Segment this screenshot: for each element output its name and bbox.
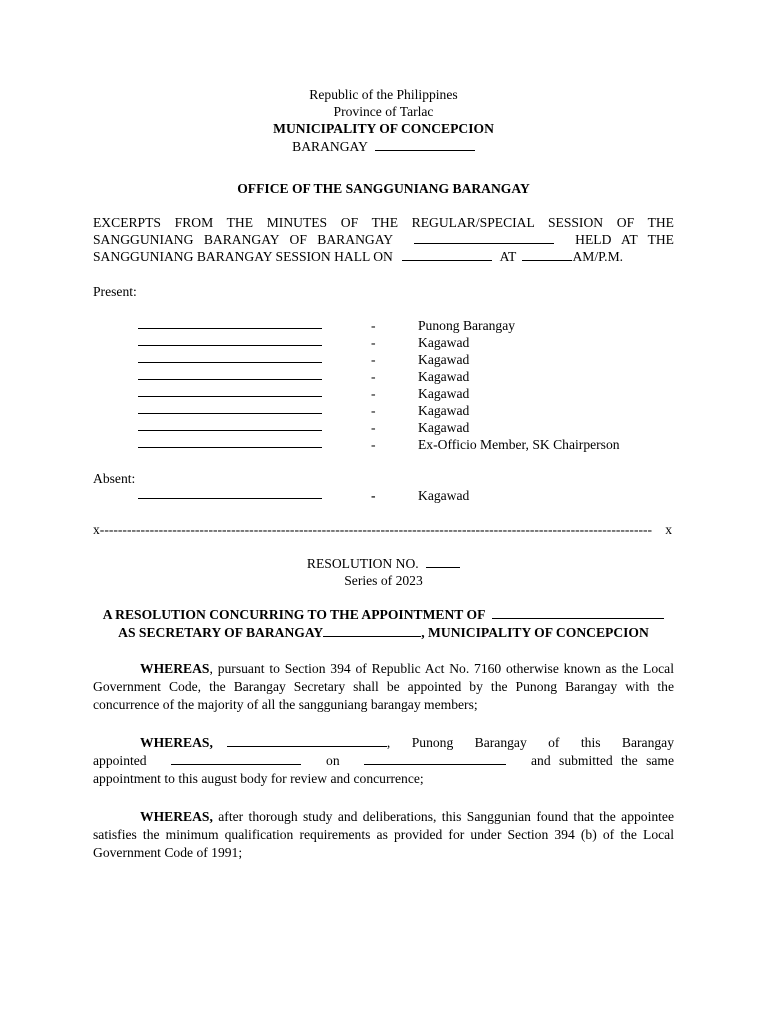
whereas-keyword: WHEREAS, <box>140 734 213 750</box>
role-label: Kagawad <box>418 351 470 367</box>
barangay-name-blank <box>414 232 554 244</box>
present-label: Present: <box>93 283 137 299</box>
signature-blank <box>138 368 322 380</box>
whereas-paragraph-1 <box>93 660 674 715</box>
title-line-1 <box>93 606 674 623</box>
row-dash: - <box>371 402 376 418</box>
appointee-name-blank <box>171 753 301 765</box>
whereas-paragraph-2 <box>93 734 674 789</box>
present-list <box>93 317 674 453</box>
office-title: OFFICE OF THE SANGGUNIANG BARANGAY <box>237 180 530 196</box>
title-municipality-label: , MUNICIPALITY OF CONCEPCION <box>421 624 649 640</box>
document-page <box>93 86 674 863</box>
excerpts-line-3 <box>93 248 674 265</box>
resolution-heading <box>93 555 674 589</box>
row-dash: - <box>371 334 376 350</box>
role-label: Kagawad <box>418 334 470 350</box>
barangay-name-blank <box>323 625 421 637</box>
signature-blank <box>138 317 322 329</box>
present-row <box>93 385 674 402</box>
row-dash: - <box>371 368 376 384</box>
excerpts-line-2 <box>93 231 674 248</box>
republic-line: Republic of the Philippines <box>309 87 458 102</box>
barangay-blank <box>375 139 475 151</box>
whereas2-line-1 <box>93 734 674 752</box>
excerpts-at-label: AT <box>499 249 517 265</box>
title-appointment-label: A RESOLUTION CONCURRING TO THE APPOINTMENT OF <box>102 607 485 623</box>
excerpts-ampm-label: AM/P.M. <box>572 249 624 265</box>
whereas2-role-text: , Punong Barangay of this Barangay <box>386 734 674 750</box>
present-row <box>93 368 674 385</box>
row-dash: - <box>371 385 376 401</box>
session-date-blank <box>402 249 492 261</box>
barangay-line <box>93 138 674 155</box>
whereas-text: , pursuant to Section 394 of Republic Act No. 7160 otherwise known as the Local Government Code, the Barangay Secretary shall be appointed by the Punong Barangay with the concurrence of the majority of all the sangguniang barangay members; <box>93 660 674 713</box>
signature-blank <box>138 436 322 448</box>
whereas-paragraph-3 <box>93 808 674 863</box>
present-row <box>93 317 674 334</box>
role-label: Kagawad <box>418 488 470 504</box>
row-dash: - <box>371 488 376 504</box>
present-row <box>93 402 674 419</box>
role-label: Ex-Officio Member, SK Chairperson <box>418 436 620 452</box>
excerpts-held-label: HELD AT THE <box>575 232 674 248</box>
signature-blank <box>138 419 322 431</box>
signature-blank <box>138 351 322 363</box>
present-row <box>93 351 674 368</box>
whereas-text: after thorough study and deliberations, this Sanggunian found that the appointee satisfies the minimum qualification requirements as provided for under Section 394 (b) of the Local Government Code of 1991; <box>93 808 674 861</box>
resolution-number-line <box>93 555 674 572</box>
resolution-title <box>93 606 674 640</box>
appointee-name-blank <box>492 607 664 619</box>
separator-start: x <box>93 522 100 538</box>
present-row <box>93 419 674 436</box>
signature-blank <box>138 402 322 414</box>
title-secretary-label: AS SECRETARY OF BARANGAY <box>118 624 324 640</box>
role-label: Punong Barangay <box>418 317 516 333</box>
title-line-2 <box>93 624 674 641</box>
whereas2-appointed-label: appointed <box>93 753 147 769</box>
signature-blank <box>138 385 322 397</box>
whereas-keyword: WHEREAS <box>140 660 210 676</box>
excerpts-line-1: EXCERPTS FROM THE MINUTES OF THE REGULAR/SPECIAL SESSION OF THE <box>93 215 674 231</box>
separator-dashes: -------------------------------------------------------------------------------------------------------------------------- <box>99 522 653 538</box>
resolution-number-label: RESOLUTION NO. <box>306 556 419 572</box>
whereas2-line-3: appointment to this august body for review and concurrence; <box>93 771 424 787</box>
resolution-series: Series of 2023 <box>344 573 423 589</box>
row-dash: - <box>371 317 376 333</box>
signature-blank <box>138 487 322 499</box>
absent-list <box>93 487 674 504</box>
barangay-label: BARANGAY <box>292 138 368 154</box>
excerpts-paragraph <box>93 214 674 266</box>
row-dash: - <box>371 419 376 435</box>
role-label: Kagawad <box>418 402 470 418</box>
whereas2-line-2 <box>93 752 674 770</box>
section-separator <box>93 521 674 538</box>
resolution-number-blank <box>426 556 460 568</box>
present-row <box>93 436 674 453</box>
appointment-date-blank <box>364 753 506 765</box>
municipality-line: MUNICIPALITY OF CONCEPCION <box>273 121 494 137</box>
row-dash: - <box>371 436 376 452</box>
whereas2-on-label: on <box>326 753 340 769</box>
punong-barangay-name-blank <box>227 735 387 747</box>
letterhead <box>93 86 674 155</box>
absent-row <box>93 487 674 504</box>
role-label: Kagawad <box>418 368 470 384</box>
row-dash: - <box>371 351 376 367</box>
excerpts-barangay-label: SANGGUNIANG BARANGAY OF BARANGAY <box>93 232 394 248</box>
session-time-blank <box>522 249 572 261</box>
excerpts-hall-label: SANGGUNIANG BARANGAY SESSION HALL ON <box>93 249 393 265</box>
role-label: Kagawad <box>418 385 470 401</box>
whereas-keyword: WHEREAS, <box>140 808 213 824</box>
separator-end: x <box>665 522 672 538</box>
role-label: Kagawad <box>418 419 470 435</box>
present-row <box>93 334 674 351</box>
signature-blank <box>138 334 322 346</box>
province-line: Province of Tarlac <box>333 104 434 120</box>
absent-label: Absent: <box>93 470 136 486</box>
whereas2-submitted-label: and submitted the same <box>531 753 674 769</box>
